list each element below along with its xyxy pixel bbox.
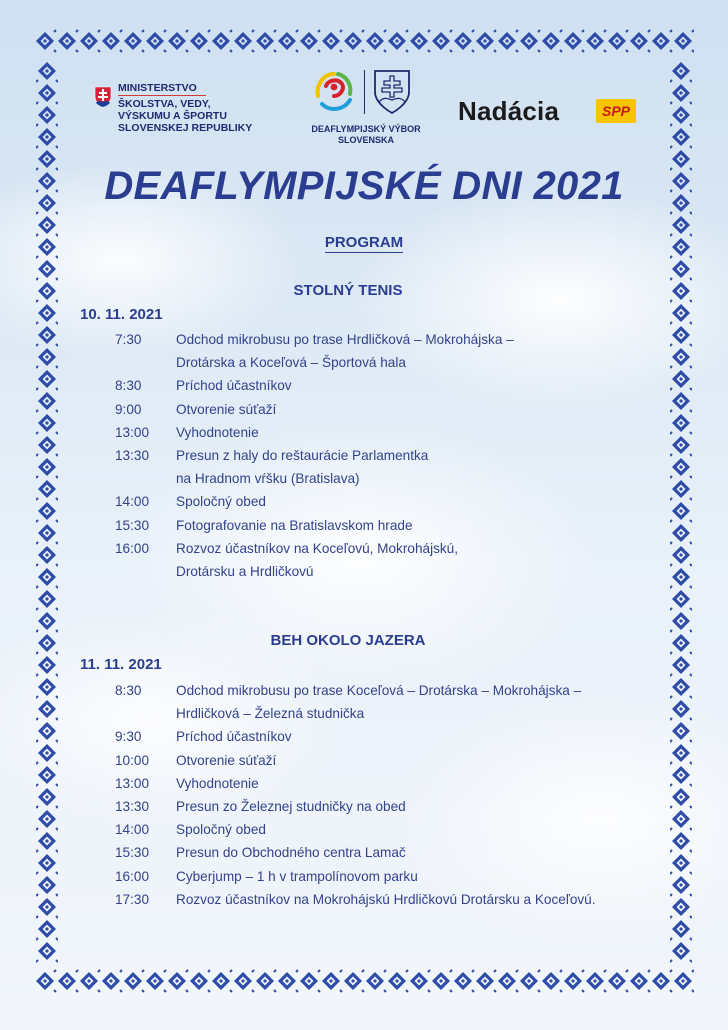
schedule-description-line: Hrdličková – Železná studnička <box>176 706 365 722</box>
schedule-row <box>0 772 728 795</box>
schedule-time: 13:30 <box>115 448 150 464</box>
ornament-border-top <box>34 28 694 54</box>
schedule-time: 14:00 <box>115 494 150 510</box>
schedule-list <box>0 328 728 583</box>
schedule-description-line: Drotárska a Koceľová – Športová hala <box>176 355 406 371</box>
ministry-line: VÝSKUMU A ŠPORTU <box>118 110 227 122</box>
schedule-description <box>176 772 666 795</box>
schedule-description-line: Príchod účastníkov <box>176 378 292 394</box>
schedule-row <box>0 795 728 818</box>
schedule-row <box>0 725 728 748</box>
slovak-crest-outline-icon <box>372 68 412 116</box>
schedule-description <box>176 537 666 583</box>
program-label-text: PROGRAM <box>324 234 404 251</box>
schedule-time: 16:00 <box>115 540 150 556</box>
schedule-description <box>176 374 666 397</box>
section-date: 11. 11. 2021 <box>80 656 162 673</box>
schedule-time: 13:30 <box>115 799 150 815</box>
schedule-time: 17:30 <box>115 891 150 907</box>
ministry-text <box>118 82 252 134</box>
schedule-row <box>0 421 728 444</box>
schedule-time: 7:30 <box>115 332 142 347</box>
schedule-time: 15:30 <box>115 845 150 861</box>
spp-badge: SPP <box>596 99 636 123</box>
schedule-description-line: Vyhodnotenie <box>176 424 259 440</box>
schedule-description-line: Presun zo Železnej studničky na obed <box>176 799 406 815</box>
schedule-time: 13:00 <box>115 775 150 791</box>
schedule-row <box>0 888 728 911</box>
schedule-description-line: Odchod mikrobusu po trase Hrdličková – Mokrohájska – <box>176 332 514 347</box>
deaflympic-line: SLOVENSKA <box>337 135 394 145</box>
ministry-line: SLOVENSKEJ REPUBLIKY <box>118 122 253 134</box>
schedule-row <box>0 514 728 537</box>
section-heading: BEH OKOLO JAZERA <box>270 632 426 649</box>
schedule-time: 8:30 <box>115 683 142 698</box>
ministry-logo <box>94 82 274 142</box>
schedule-description-line: Cyberjump – 1 h v trampolínovom parku <box>176 868 418 884</box>
schedule-description <box>176 328 666 374</box>
schedule-description-line: na Hradnom vŕšku (Bratislava) <box>176 471 360 487</box>
ministry-line: MINISTERSTVO <box>118 82 206 96</box>
schedule-row <box>0 818 728 841</box>
schedule-row <box>0 398 728 421</box>
spp-foundation-logo <box>458 96 638 126</box>
schedule-description-line: Otvorenie súťaží <box>176 401 277 417</box>
schedule-description-line: Drotársku a Hrdličkovú <box>176 564 314 580</box>
schedule-description <box>176 749 666 772</box>
schedule-time: 9:30 <box>115 729 142 745</box>
schedule-description-line: Fotografovanie na Bratislavskom hrade <box>176 517 413 533</box>
deaflympic-text <box>306 124 426 146</box>
schedule-row <box>0 679 728 725</box>
schedule-description-line: Presun do Obchodného centra Lamač <box>176 845 406 861</box>
ministry-line: ŠKOLSTVA, VEDY, <box>118 98 211 110</box>
spp-foundation-word: Nadácia <box>458 96 560 126</box>
schedule-time: 9:00 <box>115 401 142 417</box>
schedule-time: 13:00 <box>115 424 150 440</box>
schedule-description-line: Príchod účastníkov <box>176 729 292 745</box>
schedule-description <box>176 841 666 864</box>
ornament-border-bottom <box>34 968 694 994</box>
schedule-description <box>176 421 666 444</box>
program-label <box>0 234 728 251</box>
schedule-description <box>176 398 666 421</box>
schedule-description-line: Spoločný obed <box>176 494 266 510</box>
schedule-description <box>176 795 666 818</box>
schedule-description <box>176 490 666 513</box>
section-date: 10. 11. 2021 <box>80 306 163 323</box>
schedule-row <box>0 328 728 374</box>
deaflympic-line: DEAFLYMPIJSKÝ VÝBOR <box>311 124 421 134</box>
schedule-description <box>176 679 666 725</box>
page-title: DEAFLYMPIJSKÉ DNI 2021 <box>104 164 624 208</box>
schedule-description <box>176 444 666 490</box>
schedule-time: 14:00 <box>115 822 150 838</box>
schedule-description <box>176 514 666 537</box>
slovak-crest-icon <box>94 86 112 108</box>
schedule-list <box>0 679 728 911</box>
schedule-row <box>0 490 728 513</box>
schedule-description <box>176 818 666 841</box>
schedule-description-line: Spoločný obed <box>176 822 266 838</box>
schedule-description-line: Vyhodnotenie <box>176 775 259 791</box>
schedule-description-line: Otvorenie súťaží <box>176 752 277 768</box>
schedule-description <box>176 888 666 911</box>
schedule-row <box>0 841 728 864</box>
schedule-description-line: Odchod mikrobusu po trase Koceľová – Drotárska – Mokrohájska – <box>176 683 582 698</box>
schedule-row <box>0 865 728 888</box>
schedule-description <box>176 725 666 748</box>
schedule-description-line: Presun z haly do reštaurácie Parlamentka <box>176 448 429 464</box>
schedule-description-line: Rozvoz účastníkov na Mokrohájskú Hrdličkovú Drotársku a Koceľovú. <box>176 891 596 907</box>
schedule-description <box>176 865 666 888</box>
schedule-description-line: Rozvoz účastníkov na Koceľovú, Mokrohájskú, <box>176 540 459 556</box>
schedule-row <box>0 537 728 583</box>
schedule-row <box>0 749 728 772</box>
schedule-row <box>0 444 728 490</box>
schedule-row <box>0 374 728 397</box>
schedule-time: 8:30 <box>115 378 142 394</box>
schedule-time: 16:00 <box>115 868 150 884</box>
logo-divider <box>364 70 365 114</box>
section-heading: STOLNÝ TENIS <box>293 282 403 299</box>
deaflympic-emblem-icon <box>312 66 356 116</box>
schedule-time: 15:30 <box>115 517 150 533</box>
deaflympic-logo <box>306 66 426 152</box>
schedule-time: 10:00 <box>115 752 150 768</box>
